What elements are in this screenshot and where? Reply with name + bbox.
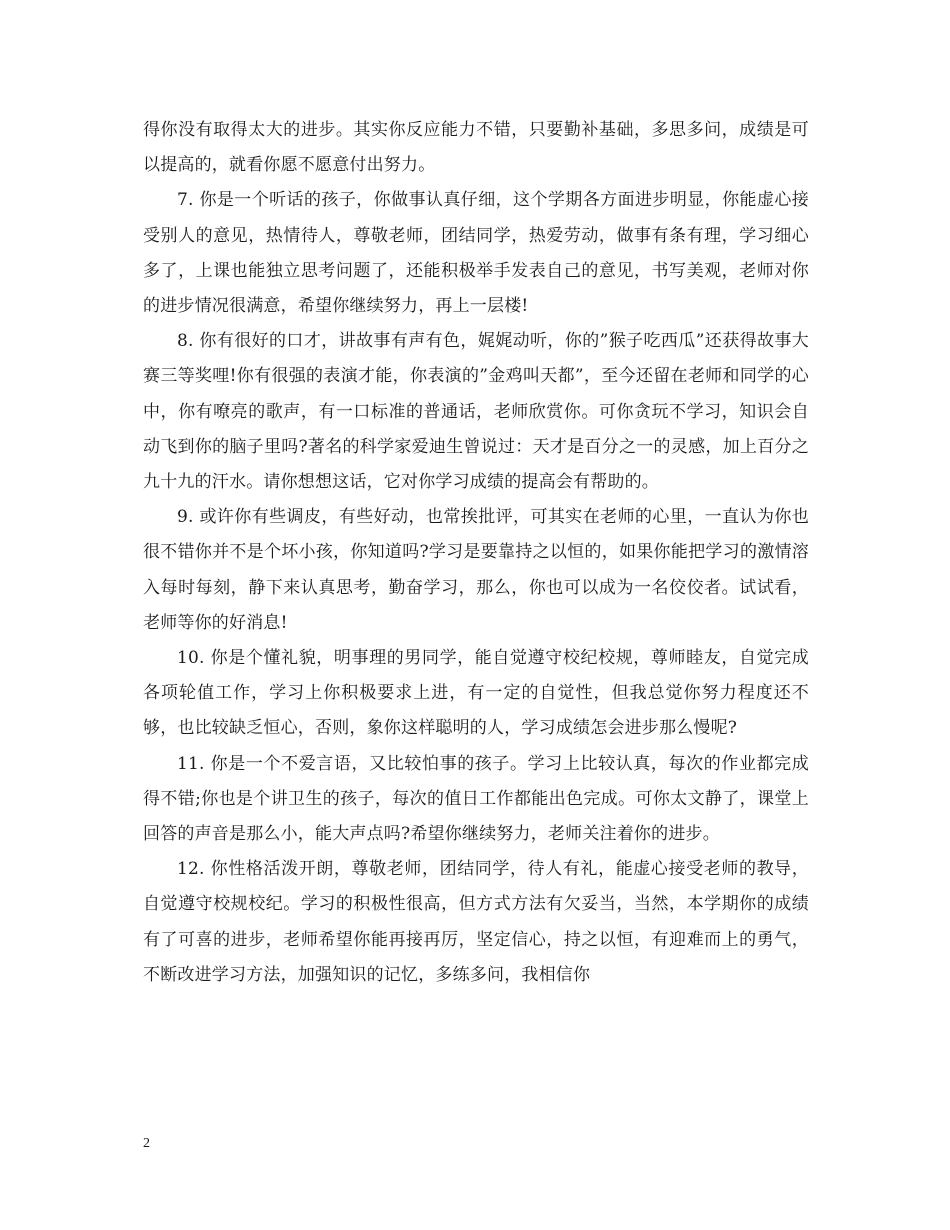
document-body <box>143 113 809 993</box>
paragraph-comment-12: 12. 你性格活泼开朗，尊敬老师，团结同学，待人有礼，能虚心接受老师的教导，自觉遵守校规校纪。学习的积极性很高，但方式方法有欠妥当，当然，本学期你的成绩有了可喜的进步，老师希望你能再接再厉，坚定信心，持之以恒，有迎难而上的勇气，不断改进学习方法，加强知识的记忆，多练多问，我相信你 <box>143 859 809 985</box>
paragraph-comment-9: 9. 或许你有些调皮，有些好动，也常挨批评，可其实在老师的心里，一直认为你也很不错你并不是个坏小孩，你知道吗?学习是要靠持之以恒的，如果你能把学习的激情溶入每时每刻，静下来认真思考，勤奋学习，那么，你也可以成为一名佼佼者。试试看，老师等你的好消息! <box>143 507 809 633</box>
paragraph-comment-7: 7. 你是一个听话的孩子，你做事认真仔细，这个学期各方面进步明显，你能虚心接受别人的意见，热情待人，尊敬老师，团结同学，热爱劳动，做事有条有理，学习细心多了，上课也能独立思考问题了，还能积极举手发表自己的意见，书写美观，老师对你的进步情况很满意，希望你继续努力，再上一层楼! <box>143 190 809 317</box>
paragraph-continuation: 得你没有取得太大的进步。其实你反应能力不错，只要勤补基础，多思多问，成绩是可以提高的，就看你愿不愿意付出努力。 <box>143 120 809 176</box>
paragraph-comment-8: 8. 你有很好的口才，讲故事有声有色，娓娓动听，你的”猴子吃西瓜”还获得故事大赛三等奖哩!你有很强的表演才能，你表演的”金鸡叫天都”，至今还留在老师和同学的心中，你有嘹亮的歌声，有一口标准的普通话，老师欣赏你。可你贪玩不学习，知识会自动飞到你的脑子里吗?著名的科学家爱迪生曾说过：天才是百分之一的灵感，加上百分之九十九的汗水。请你想想这话，它对你学习成绩的提高会有帮助的。 <box>143 331 809 493</box>
paragraph-comment-11: 11. 你是一个不爱言语，又比较怕事的孩子。学习上比较认真，每次的作业都完成得不错;你也是个讲卫生的孩子，每次的值日工作都能出色完成。可你太文静了，课堂上回答的声音是那么小，能大声点吗?希望你继续努力，老师关注着你的进步。 <box>143 753 809 845</box>
page-number: 2 <box>143 1136 150 1151</box>
paragraph-comment-10: 10. 你是个懂礼貌，明事理的男同学，能自觉遵守校纪校规，尊师睦友，自觉完成各项轮值工作，学习上你积极要求上进，有一定的自觉性，但我总觉你努力程度还不够，也比较缺乏恒心，否则，象你这样聪明的人，学习成绩怎会进步那么慢呢? <box>143 648 809 739</box>
